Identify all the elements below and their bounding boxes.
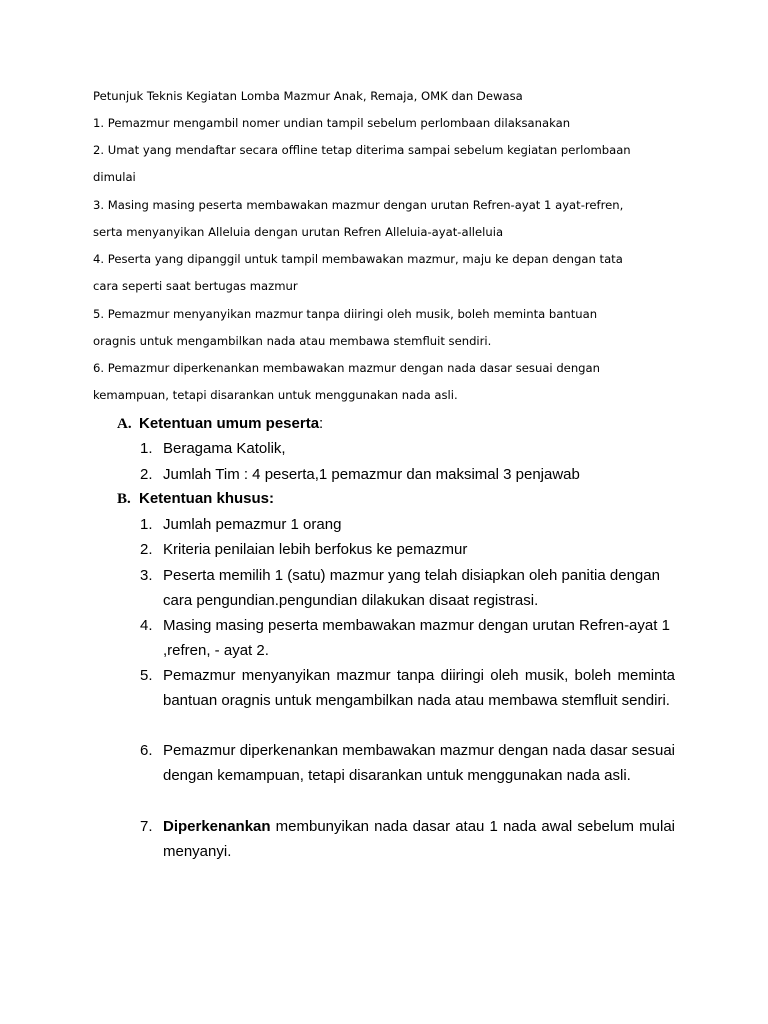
- section-b-heading: [117, 489, 274, 509]
- list-item: [140, 537, 675, 562]
- intro-line: 2. Umat yang mendaftar secara offline tetap diterima sampai sebelum kegiatan perlombaan: [93, 143, 631, 157]
- list-text: Peserta memilih 1 (satu) mazmur yang telah disiapkan oleh panitia dengan cara pengundian.pengundian dilakukan disaat registrasi.: [163, 567, 660, 609]
- section-b-title: Ketentuan khusus:: [139, 490, 275, 507]
- list-text: Jumlah Tim : 4 peserta,1 pemazmur dan maksimal 3 penjawab: [163, 466, 580, 483]
- list-text: Masing masing peserta membawakan mazmur dengan urutan Refren-ayat 1 ,refren, - ayat 2.: [163, 617, 670, 659]
- list-number: 7.: [140, 818, 153, 835]
- list-text-rest: membunyikan nada dasar atau 1 nada awal sebelum mulai menyanyi.: [163, 818, 675, 860]
- list-item: [140, 436, 675, 461]
- list-number: 6.: [140, 742, 153, 759]
- list-number: 1.: [140, 516, 153, 533]
- list-number: 2.: [140, 541, 153, 558]
- section-a-colon: :: [319, 415, 324, 432]
- intro-line: oragnis untuk mengambilkan nada atau membawa stemfluit sendiri.: [93, 334, 492, 348]
- list-text: Kriteria penilaian lebih berfokus ke pemazmur: [163, 541, 468, 558]
- list-text: Pemazmur diperkenankan membawakan mazmur dengan nada dasar sesuai dengan kemampuan, tetapi disarankan untuk menggunakan nada asli.: [163, 742, 675, 784]
- section-b-letter: B.: [117, 491, 131, 507]
- document-title: Petunjuk Teknis Kegiatan Lomba Mazmur Anak, Remaja, OMK dan Dewasa: [93, 89, 523, 103]
- section-a-title: Ketentuan umum peserta: [139, 415, 320, 432]
- section-a-letter: A.: [117, 416, 132, 432]
- list-number: 2.: [140, 466, 153, 483]
- intro-line: 5. Pemazmur menyanyikan mazmur tanpa diiringi oleh musik, boleh meminta bantuan: [93, 307, 598, 321]
- intro-line: kemampuan, tetapi disarankan untuk menggunakan nada asli.: [93, 388, 458, 402]
- section-a-heading: [117, 414, 323, 434]
- intro-line: cara seperti saat bertugas mazmur: [93, 279, 298, 293]
- intro-line: 3. Masing masing peserta membawakan mazmur dengan urutan Refren-ayat 1 ayat-refren,: [93, 198, 624, 212]
- list-number: 3.: [140, 567, 153, 584]
- list-item: [140, 814, 675, 864]
- intro-line: 6. Pemazmur diperkenankan membawakan mazmur dengan nada dasar sesuai dengan: [93, 361, 600, 375]
- list-text: [163, 814, 675, 864]
- list-text: Jumlah pemazmur 1 orang: [163, 516, 342, 533]
- list-number: 4.: [140, 617, 153, 634]
- list-item: [140, 563, 675, 613]
- list-item: [140, 613, 675, 663]
- list-text: Pemazmur menyanyikan mazmur tanpa diiringi oleh musik, boleh meminta bantuan oragnis untuk mengambilkan nada atau membawa stemfluit sendiri.: [163, 667, 675, 709]
- emphasis-text: Diperkenankan: [163, 818, 271, 835]
- intro-line: serta menyanyikan Alleluia dengan urutan Refren Alleluia-ayat-alleluia: [93, 225, 504, 239]
- list-text: Beragama Katolik,: [163, 440, 286, 457]
- intro-line: 4. Peserta yang dipanggil untuk tampil membawakan mazmur, maju ke depan dengan tata: [93, 252, 623, 266]
- list-item: [140, 512, 675, 537]
- intro-line: dimulai: [93, 170, 136, 184]
- list-item: [140, 462, 675, 487]
- intro-line: 1. Pemazmur mengambil nomer undian tampil sebelum perlombaan dilaksanakan: [93, 116, 571, 130]
- list-item: [140, 738, 675, 788]
- list-number: 1.: [140, 440, 153, 457]
- list-item: [140, 663, 675, 713]
- list-number: 5.: [140, 667, 153, 684]
